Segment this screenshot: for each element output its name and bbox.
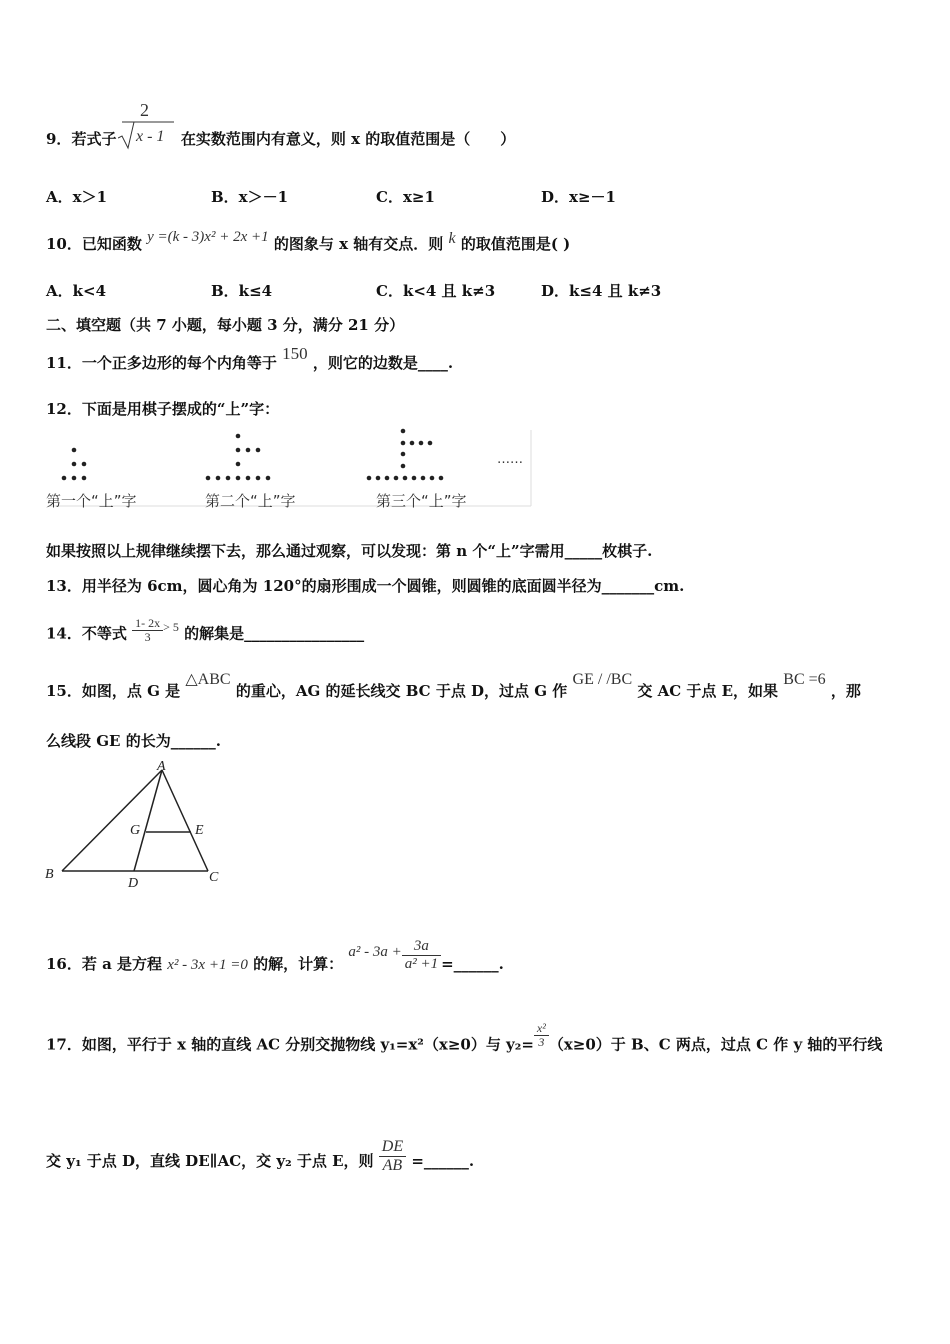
q10-option-d: D．k≤4 且 k≠3 [541,282,662,300]
q15-label-b: B [45,867,54,882]
q9-number: 9． [46,130,72,148]
q15-triangle: △ABC [185,671,231,688]
q10-formula: y =(k - 3)x² + 2x +1 [147,229,269,245]
q12-caption-3: 第三个“上”字 [376,492,467,510]
q9-fraction-denominator: x - 1 [136,128,165,145]
q17-line-1a: 如图，平行于 x 轴的直线 AC 分别交抛物线 y₁=x²（x≥0）与 y₂= [81,1035,534,1054]
q13-text: 用半径为 6cm，圆心角为 120°的扇形围成一个圆锥，则圆锥的底面圆半径为_______cm. [81,577,685,595]
q9-option-a: A．x＞1 [46,188,108,206]
q12-figure-1-dots [62,448,87,481]
question-13 [46,575,684,596]
q11-number: 11． [46,354,82,372]
q16-expression-lead: a² - 3a + [348,944,402,960]
question-16 [46,938,504,982]
q14-fraction [132,617,163,644]
q15-text-1: 如图，点 G 是 [81,682,181,700]
q15-line-2: 么线段 GE 的长为______. [46,732,221,750]
q12-caption-1: 第一个“上”字 [46,492,137,510]
q12-follow-text: 如果按照以上规律继续摆下去，那么通过观察，可以发现：第 n 个“上”字需用_____枚棋子. [46,542,653,560]
q10-option-c: C．k<4 且 k≠3 [376,282,496,300]
q17-line-2b: =______. [411,1152,475,1171]
q9-pre: 若式子 [71,130,117,148]
q12-number: 12． [46,400,82,418]
q10-number: 10． [46,235,82,253]
section-heading: 二、填空题（共 7 小题，每小题 3 分，满分 21 分） [46,316,405,334]
q15-parallel: GE / /BC [572,671,633,688]
q10-mid: 的图象与 x 轴有交点．则 [273,235,444,253]
q17-line-2a: 交 y₁ 于点 D，直线 DE∥AC，交 y₂ 于点 E，则 [46,1152,374,1171]
question-17 [46,1021,883,1059]
q16-fraction-numerator: 3a [402,938,441,956]
question-15 [46,671,861,701]
q10-option-b: B．k≤4 [211,282,273,300]
q15-bc-length: BC =6 [783,671,826,688]
q16-fraction [402,938,441,972]
q17-number: 17． [46,1035,82,1054]
q11-pre: 一个正多边形的每个内角等于 [81,354,277,372]
q10-option-a: A．k<4 [46,282,107,300]
q12-figure-2-dots [206,434,271,481]
q10-pre: 已知函数 [81,235,142,253]
q15-triangle-figure [40,758,230,890]
q9-fraction-numerator: 2 [140,100,149,120]
q15-number: 15． [46,682,82,700]
question-12 [46,398,279,419]
q15-label-g: G [130,823,141,838]
q15-text-3: 交 AC 于点 E，如果 [637,682,779,700]
q15-label-a: A [157,759,166,774]
q14-greater-than: > 5 [163,619,179,634]
q14-pre: 不等式 [81,624,127,643]
q14-number: 14． [46,624,82,643]
q13-number: 13． [46,577,82,595]
q17-line-2 [46,1138,475,1180]
q16-pre: 若 a 是方程 [81,955,163,973]
question-10 [46,229,571,254]
q16-number: 16． [46,955,82,973]
q15-text-2: 的重心，AG 的延长线交 BC 于点 D，过点 G 作 [235,682,568,700]
q17-fraction-denominator: 3 [538,1035,545,1050]
q12-figure-3-dots [367,429,444,481]
q9-option-d: D．x≥－1 [541,188,616,206]
q11-angle-value: 150 [282,344,308,363]
q17-ratio-denominator: AB [382,1156,403,1174]
question-14 [46,616,365,648]
q16-mid: 的解，计算： [253,955,344,973]
q14-fraction-denominator: 3 [144,630,151,645]
q15-label-c: C [209,870,219,885]
q16-fraction-denominator: a² +1 [404,955,439,972]
q10-k: k [448,230,456,247]
q12-caption-2: 第二个“上”字 [205,492,296,510]
q15-text-4: ，那 [830,682,861,700]
q9-post: 在实数范围内有意义，则 x 的取值范围是（ ） [180,130,516,148]
q17-ratio-numerator: DE [379,1138,406,1157]
q17-ratio-fraction [379,1138,406,1174]
q14-fraction-numerator: 1- 2x [132,617,163,631]
q17-fraction [534,1022,549,1049]
q15-label-e: E [195,823,204,838]
q11-post: ，则它的边数是____. [312,354,454,372]
question-11 [46,344,454,373]
q9-option-c: C．x≥1 [376,188,435,206]
q10-post: 的取值范围是( ) [460,235,571,253]
question-9 [46,128,515,149]
q17-line-1b: （x≥0）于 B、C 两点，过点 C 作 y 轴的平行线 [548,1035,883,1054]
q14-post: 的解集是________________ [184,624,365,643]
q16-equation: x² - 3x +1 =0 [167,957,248,973]
q15-label-d: D [128,876,139,890]
q9-option-b: B．x＞－1 [211,188,289,206]
q16-post: =______. [441,955,504,973]
q17-fraction-numerator: x² [534,1022,549,1036]
q12-text: 下面是用棋子摆成的“上”字： [81,400,280,418]
q12-ellipsis: …… [497,452,523,467]
